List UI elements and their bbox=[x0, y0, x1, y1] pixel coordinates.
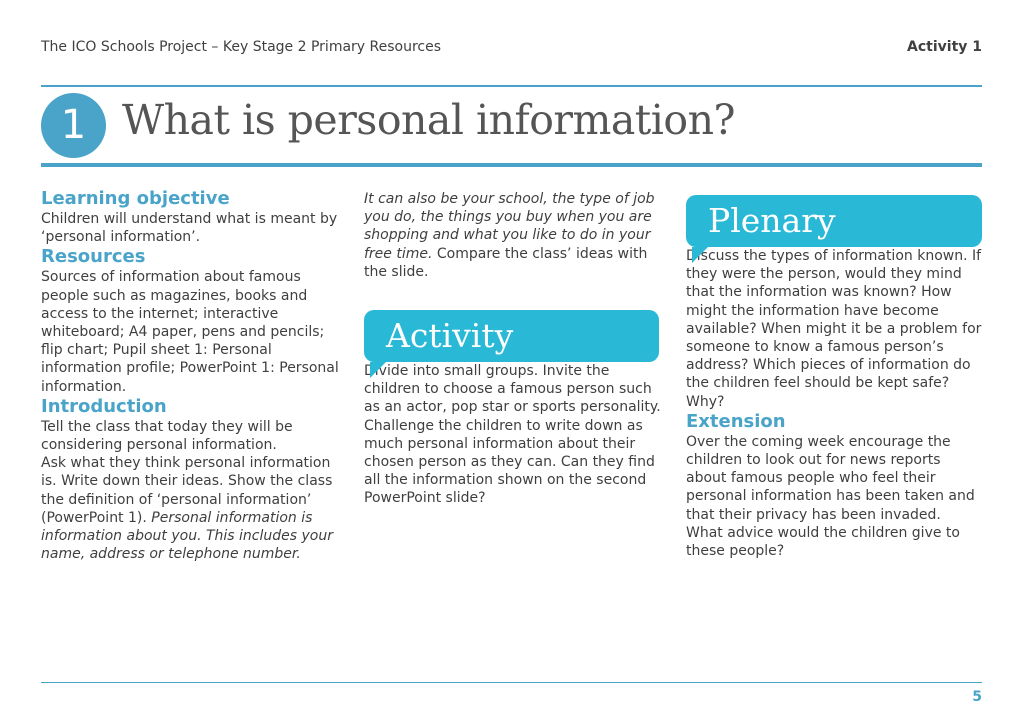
left-column bbox=[41, 188, 341, 563]
page-title: What is personal information? bbox=[122, 96, 735, 144]
activity-callout bbox=[364, 310, 659, 362]
activity-number-badge: 1 bbox=[41, 93, 106, 158]
introduction-text-1: Tell the class that today they will be considering personal information. bbox=[41, 418, 293, 454]
header-divider bbox=[41, 85, 982, 87]
footer-divider bbox=[41, 682, 982, 683]
title-divider bbox=[41, 163, 982, 167]
extension-heading: Extension bbox=[686, 410, 786, 432]
introduction-heading: Introduction bbox=[41, 395, 167, 417]
resources-text: Sources of information about famous people such as magazines, books and access to the internet; interactive whiteboard; A4 paper, pens and pencils; flip chart; Pupil sheet 1: Personal information profile; PowerPoint 1: Personal information. bbox=[41, 269, 339, 395]
continuation-normal: Compare the class’ ideas with the slide. bbox=[364, 245, 648, 280]
introduction-text-2-normal: Ask what they think personal information is. Write down their ideas. Show the class the definition of ‘personal information’ (PowerPoint 1). bbox=[41, 455, 333, 526]
introduction-text-2 bbox=[41, 454, 341, 563]
activity-heading: Activity bbox=[386, 316, 514, 356]
introduction-text-2-italic: Personal information is information about you. This includes your name, address or telephone number. bbox=[41, 509, 333, 563]
extension-text: Over the coming week encourage the children to look out for news reports about famous people who feel their personal information has been taken and that their privacy has been invaded. What advice would the children give to these people? bbox=[686, 433, 975, 560]
plenary-text: Discuss the types of information known. If they were the person, would they mind that the information was known? How might the information have become available? When might it be a problem for someone to know a famous person’s address? Which pieces of information do the children feel should be kept safe? Why? bbox=[686, 248, 982, 410]
learning-objective-heading: Learning objective bbox=[41, 188, 230, 209]
resources-heading: Resources bbox=[41, 246, 146, 268]
activity-label: Activity 1 bbox=[907, 39, 982, 55]
header-title: The ICO Schools Project – Key Stage 2 Primary Resources bbox=[41, 39, 442, 55]
activity-text: Divide into small groups. Invite the children to choose a famous person such as an actor, pop star or sports personality. Challenge the children to write down as much personal information about their chosen person as they can. Can they find all the information shown on the second PowerPoint slide? bbox=[364, 363, 661, 507]
right-column bbox=[686, 195, 982, 560]
page-number: 5 bbox=[972, 689, 982, 705]
plenary-callout bbox=[686, 195, 982, 247]
learning-objective-text: Children will understand what is meant by ‘personal information’. bbox=[41, 211, 338, 246]
continuation-text bbox=[364, 190, 664, 281]
continuation-italic: It can also be your school, the type of job you do, the things you buy when you are shopping and what you like to do in your free time. bbox=[364, 191, 655, 262]
plenary-heading: Plenary bbox=[708, 201, 836, 240]
middle-column bbox=[364, 190, 664, 508]
